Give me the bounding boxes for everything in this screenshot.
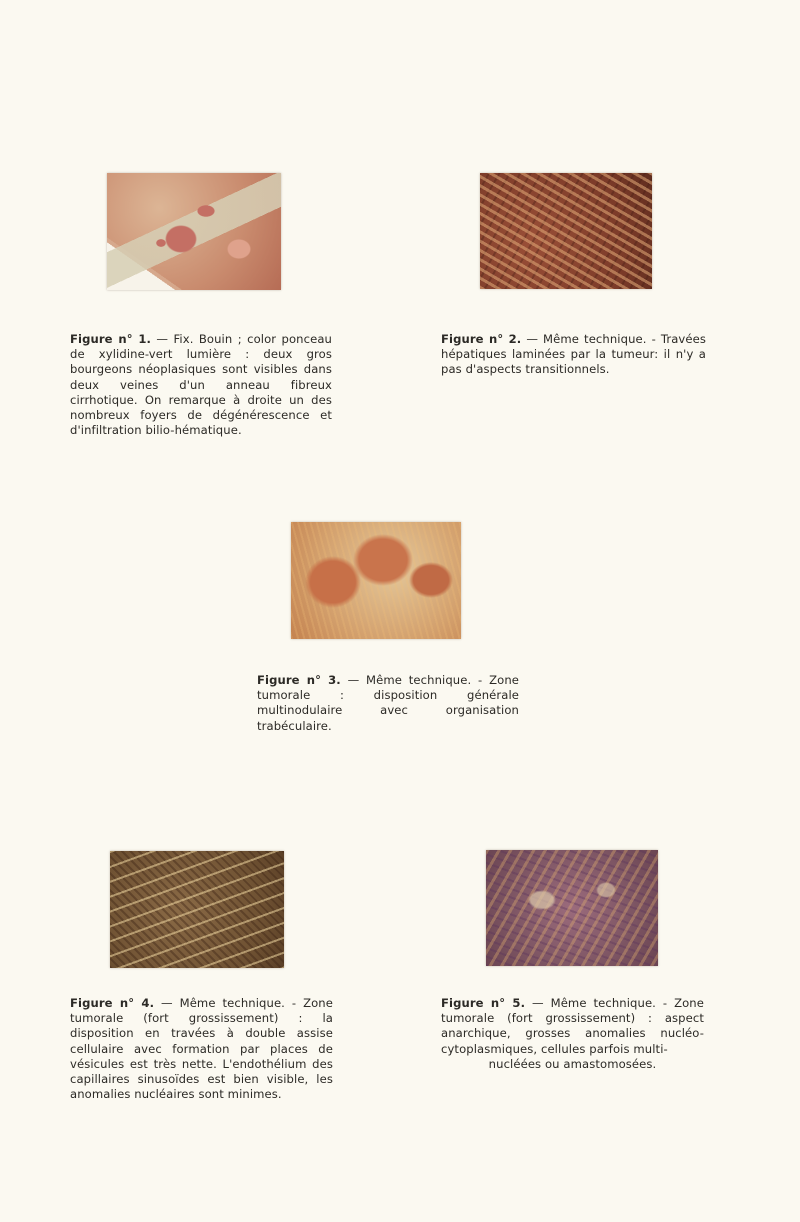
figure-2-photo xyxy=(480,173,652,289)
figure-3-photo xyxy=(291,522,461,639)
figure-2-label: Figure n° 2. xyxy=(441,332,522,346)
figure-1-photo xyxy=(107,173,281,290)
figure-1-text: — Fix. Bouin ; color ponceau de xylidine-vert lumière : deux gros bourgeons néoplasiques sont visibles dans deux veines d'un anneau fibreux cirrhotique. On remarque à droite un des nombreux foyers de dégénérescence et d'infiltration bilio-hématique. xyxy=(70,332,332,438)
figure-5-photo xyxy=(486,850,658,966)
figure-4-text: — Même technique. - Zone tumorale (fort grossissement) : la disposition en travées à double assise cellulaire avec formation par places de vésicules est très nette. L'endothélium des capillaires sinusoïdes est bien visible, les anomalies nucléaires sont minimes. xyxy=(70,996,333,1102)
figure-2-caption xyxy=(441,332,706,378)
figure-3-text: — Même technique. - Zone tumorale : disposition générale multinodulaire avec organisation trabéculaire. xyxy=(257,673,519,733)
figure-5-text: — Même technique. - Zone tumorale (fort grossissement) : aspect anarchique, grosses anomalies nucléo-cytoplasmiques, cellules parfois multi- xyxy=(441,996,704,1056)
figure-4-photo xyxy=(110,851,284,968)
figure-1-caption xyxy=(70,332,332,438)
figure-3-label: Figure n° 3. xyxy=(257,673,341,687)
figure-5-label: Figure n° 5. xyxy=(441,996,526,1010)
figure-5-caption xyxy=(441,996,704,1072)
figure-1-label: Figure n° 1. xyxy=(70,332,152,346)
figure-4-caption xyxy=(70,996,333,1102)
figure-4-label: Figure n° 4. xyxy=(70,996,155,1010)
figure-2-text: — Même technique. - Travées hépatiques laminées par la tumeur: il n'y a pas d'aspects transitionnels. xyxy=(441,332,706,377)
figure-3-caption xyxy=(257,673,519,734)
figure-5-last-line: nucléées ou amastomosées. xyxy=(488,1056,657,1071)
